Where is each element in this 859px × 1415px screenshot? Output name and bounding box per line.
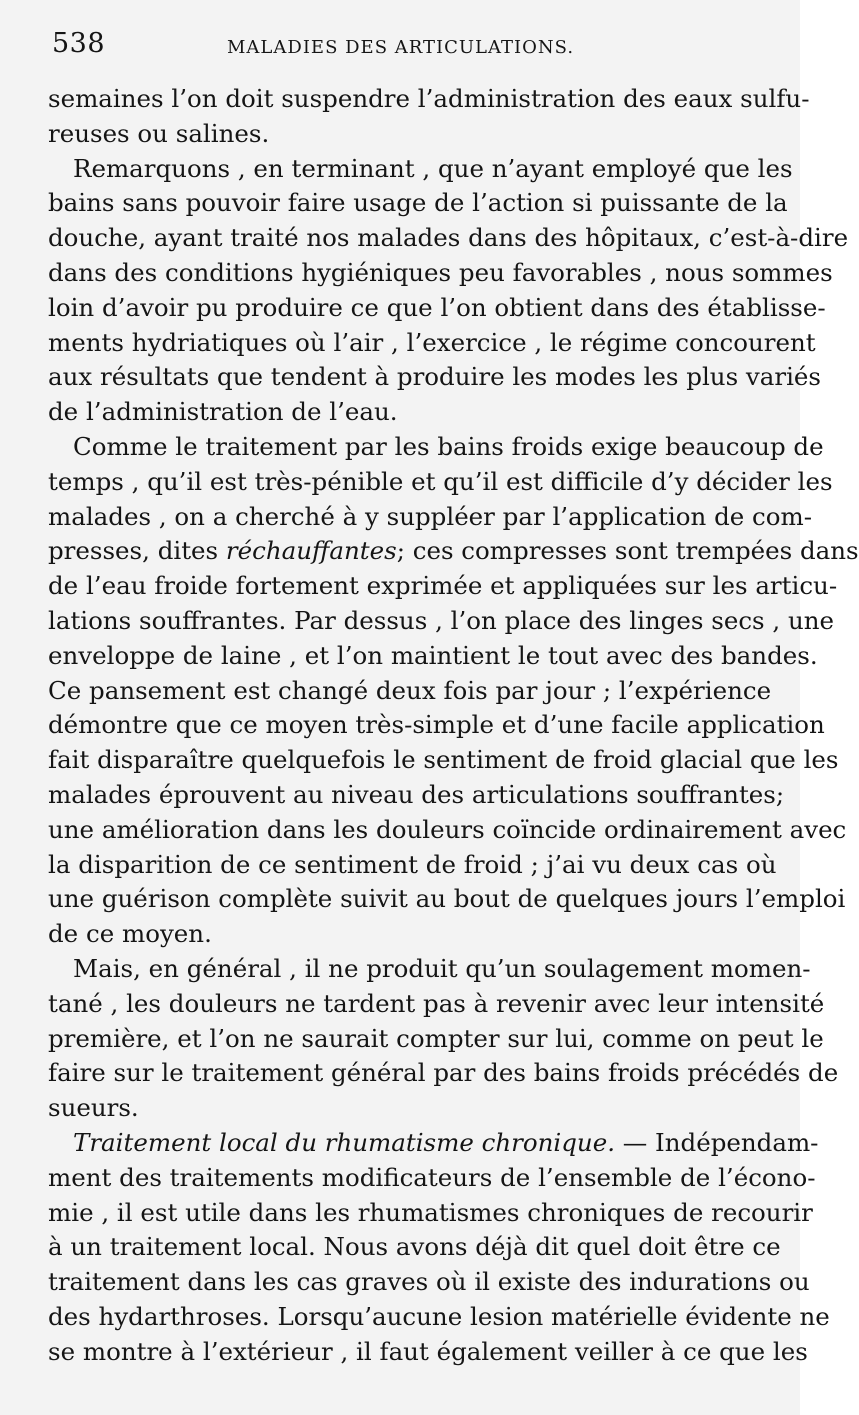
text-line: malades éprouvent au niveau des articulations souffrantes;	[48, 779, 785, 809]
text-line: semaines l’on doit suspendre l’administration des eaux sulfu-	[48, 84, 810, 113]
text-line: fait disparaître quelquefois le sentiment de froid glacial que les	[48, 745, 839, 775]
text-line: se montre à l’extérieur , il faut également veiller à ce que les	[48, 1336, 808, 1366]
text-line: à un traitement local. Nous avons déjà dit quel doit être ce	[48, 1232, 781, 1262]
text-line: douche, ayant traité nos malades dans des hôpitaux, c’est-à-dire	[48, 223, 849, 253]
text-line: de l’administration de l’eau.	[48, 397, 398, 427]
text-line: faire sur le traitement général par des bains froids précédés de	[48, 1058, 839, 1088]
text-line: de ce moyen.	[48, 919, 212, 949]
paragraph	[48, 82, 810, 152]
text-line	[48, 534, 859, 569]
italic-text: Traitement local du rhumatisme chronique.	[73, 1127, 615, 1157]
text-line: démontre que ce moyen très-simple et d’une facile application	[48, 710, 825, 740]
text-line: aux résultats que tendent à produire les modes les plus variés	[48, 362, 821, 392]
text-line: loin d’avoir pu produire ce que l’on obtient dans des établisse-	[48, 292, 826, 322]
text-line	[48, 1126, 819, 1161]
text-run: — Indépendam-	[614, 1127, 819, 1157]
text-line: des hydarthroses. Lorsqu’aucune lesion matérielle évidente ne	[48, 1301, 830, 1331]
text-line: dans des conditions hygiéniques peu favorables , nous sommes	[48, 257, 833, 287]
text-line: Ce pansement est changé deux fois par jour ; l’expérience	[48, 675, 772, 705]
paragraph	[48, 952, 839, 1126]
text-line: ment des traitements modificateurs de l’ensemble de l’écono-	[48, 1162, 816, 1192]
text-line: première, et l’on ne saurait compter sur lui, comme on peut le	[48, 1023, 824, 1053]
paragraph	[48, 430, 859, 952]
text-line: de l’eau froide fortement exprimée et appliquées sur les articu-	[48, 571, 838, 601]
page-header	[52, 22, 760, 66]
text-line: ments hydriatiques où l’air , l’exercice , le régime concourent	[48, 327, 816, 357]
text-line: malades , on a cherché à y suppléer par l’application de com-	[48, 501, 813, 531]
text-line: la disparition de ce sentiment de froid ; j’ai vu deux cas où	[48, 849, 777, 879]
text-line: lations souffrantes. Par dessus , l’on place des linges secs , une	[48, 605, 835, 635]
text-line: Mais, en général , il ne produit qu’un soulagement momen-	[73, 953, 811, 983]
italic-text: réchauffantes	[225, 536, 397, 566]
text-line: une amélioration dans les douleurs coïncide ordinairement avec	[48, 814, 847, 844]
text-line: une guérison complète suivit au bout de quelques jours l’emploi	[48, 884, 846, 914]
text-run: ; ces compresses sont trempées dans	[396, 536, 859, 566]
text-line: tané , les douleurs ne tardent pas à revenir avec leur intensité	[48, 988, 825, 1018]
text-line: sueurs.	[48, 1093, 139, 1123]
text-line: traitement dans les cas graves où il existe des indurations ou	[48, 1267, 810, 1297]
text-line: temps , qu’il est très-pénible et qu’il est difficile d’y décider les	[48, 466, 833, 496]
text-line: reuses ou salines.	[48, 118, 270, 148]
text-line: Comme le traitement par les bains froids exige beaucoup de	[73, 431, 824, 461]
text-line: enveloppe de laine , et l’on maintient le tout avec des bandes.	[48, 640, 818, 670]
running-head: MALADIES DES ARTICULATIONS.	[227, 37, 575, 58]
text-line: bains sans pouvoir faire usage de l’action si puissante de la	[48, 188, 788, 218]
text-run: presses, dites	[48, 536, 226, 566]
body-text	[48, 82, 859, 1369]
paragraph	[48, 1126, 830, 1370]
text-line: Remarquons , en terminant , que n’ayant employé que les	[73, 153, 793, 183]
paragraph	[48, 152, 849, 430]
page-number: 538	[52, 28, 106, 59]
text-line: mie , il est utile dans les rhumatismes chroniques de recourir	[48, 1197, 813, 1227]
